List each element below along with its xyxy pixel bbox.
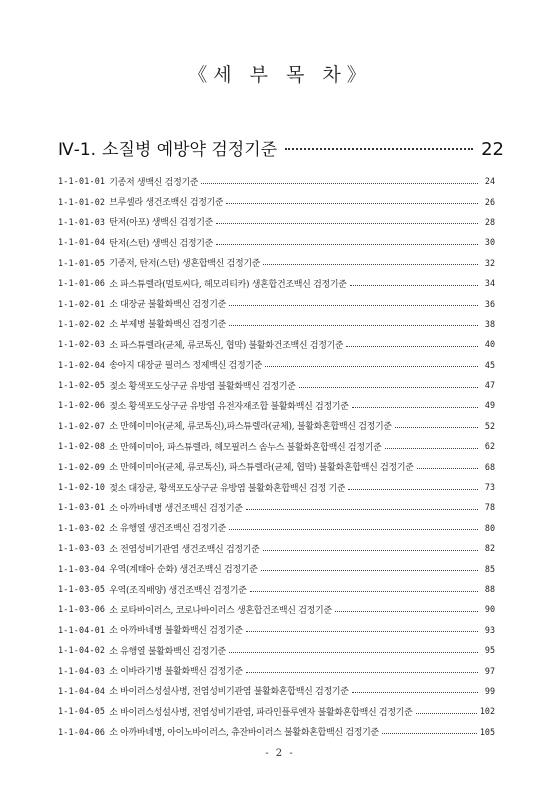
toc-entry-title: 기종저, 탄저(스턴) 생혼합백신 검정기준 — [109, 259, 261, 270]
leader-dots — [261, 570, 478, 571]
toc-entry-title: 소 유행열 불활화백신 검정기준 — [109, 646, 226, 657]
toc-entry-page: 82 — [484, 543, 495, 554]
toc-entry-page: 24 — [484, 176, 495, 187]
toc-entry-page: 32 — [484, 257, 495, 268]
toc-entry-code: 1-1-03-05 — [58, 584, 106, 594]
toc-entry-page: 49 — [484, 400, 495, 411]
toc-entry-page: 93 — [484, 624, 495, 635]
toc-entry-title: 소 파스튜렐라(균체, 류코톡신, 협막) 불활화건조백신 검정기준 — [109, 340, 344, 351]
toc-entry-title: 젖소 대장균, 황색포도상구균 유방염 불활화혼합백신 검정 기준 — [109, 483, 346, 494]
leader-dots — [382, 733, 477, 734]
toc-entry-page: 80 — [484, 522, 495, 533]
toc-entry-code: 1-1-02-06 — [58, 400, 106, 411]
toc-entry-code: 1-1-04-02 — [58, 645, 106, 656]
toc-entry-code: 1-1-02-08 — [58, 441, 106, 452]
toc-entry-code: 1-1-01-06 — [58, 278, 106, 289]
toc-entry-code: 1-1-01-03 — [58, 216, 106, 227]
toc-entry-page: 45 — [484, 359, 495, 370]
leader-dots — [201, 183, 478, 184]
toc-entry[interactable] — [58, 334, 495, 354]
leader-dots — [263, 264, 478, 265]
toc-entry-code: 1-1-02-05 — [58, 380, 106, 391]
leader-dots — [246, 672, 478, 673]
toc-entry-title: 소 전염성비기관염 생건조백신 검정기준 — [109, 544, 260, 555]
toc-entry[interactable] — [58, 518, 495, 538]
toc-entry-code: 1-1-02-10 — [58, 482, 106, 493]
leader-dots — [246, 509, 478, 510]
toc-entry[interactable] — [58, 660, 495, 680]
toc-entry[interactable] — [58, 395, 495, 415]
toc-entry[interactable] — [58, 355, 495, 375]
toc-entry-title: 송아지 대장균 필러스 정제백신 검정기준 — [109, 361, 263, 372]
leader-dots — [265, 366, 478, 367]
toc-entry-code: 1-1-04-04 — [58, 685, 106, 696]
toc-entry-code: 1-1-03-04 — [58, 563, 106, 574]
toc-entry[interactable] — [58, 701, 495, 721]
leader-dots — [385, 448, 479, 449]
leader-dots — [395, 427, 478, 428]
toc-entry-title: 소 아까바네병 생건조백신 검정기준 — [109, 503, 243, 514]
toc-entry[interactable] — [58, 232, 495, 252]
leader-dots — [352, 692, 478, 693]
leader-dots — [335, 611, 478, 612]
toc-entry-page: 52 — [484, 420, 495, 431]
toc-entry-title: 우역(계태아 순화) 생건조백신 검정기준 — [109, 565, 258, 576]
leader-dots — [263, 550, 478, 551]
page-number: - 2 - — [265, 748, 295, 759]
toc-entry[interactable] — [58, 722, 495, 742]
toc-entry[interactable] — [58, 191, 495, 211]
section-title: 소질병 예방약 검정기준 — [102, 140, 278, 160]
toc-entry[interactable] — [58, 212, 495, 232]
toc-entry-code: 1-1-01-01 — [58, 176, 106, 187]
toc-entry[interactable] — [58, 293, 495, 313]
toc-entry-title: 탄저(아포) 생백신 검정기준 — [109, 218, 214, 229]
toc-entry-code: 1-1-02-04 — [58, 359, 106, 370]
toc-entry-page: 40 — [484, 339, 495, 350]
toc-entry-code: 1-1-01-02 — [58, 196, 106, 207]
toc-entry-page: 30 — [484, 237, 495, 248]
leader-dots — [216, 244, 478, 245]
leader-dots — [346, 346, 478, 347]
toc-entry-page: 36 — [484, 298, 495, 309]
toc-entry-page: 97 — [484, 665, 495, 676]
section-heading[interactable] — [58, 135, 504, 160]
toc-entry-code: 1-1-03-03 — [58, 543, 106, 554]
toc-entry-code: 1-1-04-06 — [58, 726, 106, 737]
toc-entry-page: 47 — [484, 380, 495, 391]
leader-dots — [229, 325, 478, 326]
toc-entry[interactable] — [58, 436, 495, 456]
toc-entry-title: 탄저(스턴) 생백신 검정기준 — [109, 238, 214, 249]
leader-dots — [246, 631, 478, 632]
toc-entry-title: 소 부제병 불활화백신 검정기준 — [109, 320, 226, 331]
toc-entry-code: 1-1-03-01 — [58, 502, 106, 513]
toc-entry-page: 26 — [484, 196, 495, 207]
toc-entry-title: 우역(조직배양) 생건조백신 검정기준 — [109, 585, 247, 596]
leader-dots — [229, 652, 478, 653]
toc-entry-code: 1-1-03-02 — [58, 522, 106, 533]
toc-entry-page: 73 — [484, 482, 495, 493]
toc-entry[interactable] — [58, 416, 495, 436]
toc-entry-code: 1-1-01-04 — [58, 237, 106, 248]
toc-list — [58, 171, 495, 742]
toc-entry-code: 1-1-03-06 — [58, 604, 106, 615]
toc-entry-code: 1-1-02-07 — [58, 420, 106, 431]
leader-dots — [229, 529, 478, 530]
toc-entry-page: 34 — [484, 278, 495, 289]
toc-entry[interactable] — [58, 477, 495, 497]
leader-dots — [216, 223, 478, 224]
toc-entry-page: 90 — [484, 604, 495, 615]
toc-entry-title: 소 아까바네병, 아이노바이러스, 츄잔바이러스 불활화혼합백신 검정기준 — [109, 728, 379, 739]
leader-dots — [350, 285, 478, 286]
toc-entry-title: 소 아까바네병 불활화백신 검정기준 — [109, 626, 243, 637]
toc-entry-code: 1-1-04-01 — [58, 624, 106, 635]
toc-entry-code: 1-1-02-03 — [58, 339, 106, 350]
toc-entry[interactable] — [58, 558, 495, 578]
toc-entry-page: 102 — [479, 706, 495, 717]
toc-entry-page: 105 — [479, 726, 495, 737]
toc-entry[interactable] — [58, 640, 495, 660]
toc-entry-title: 젖소 황색포도상구균 유방염 불활화백신 검정기준 — [109, 381, 296, 392]
toc-entry[interactable] — [58, 620, 495, 640]
toc-entry[interactable] — [58, 456, 495, 476]
toc-entry-title: 소 파스튜렐라(멀토씨다, 헤모리티카) 생혼합건조백신 검정기준 — [109, 279, 347, 290]
leader-dots — [417, 468, 478, 469]
toc-entry-title: 브루셀라 생건조백신 검정기준 — [109, 198, 224, 209]
toc-entry[interactable] — [58, 253, 495, 273]
leader-dots — [250, 591, 478, 592]
toc-entry-page: 99 — [484, 685, 495, 696]
toc-entry-page: 38 — [484, 318, 495, 329]
toc-entry[interactable] — [58, 314, 495, 334]
toc-entry[interactable] — [58, 273, 495, 293]
toc-entry[interactable] — [58, 681, 495, 701]
toc-entry-title: 소 만헤이미아(균체, 류코톡신),파스튜렐라(균체), 불활화혼합백신 검정기준 — [109, 422, 392, 433]
toc-entry-page: 78 — [484, 502, 495, 513]
toc-entry-page: 28 — [484, 216, 495, 227]
leader-dots — [285, 148, 473, 150]
toc-entry-title: 소 바이러스성설사병, 전염성비기관염 불활화혼합백신 검정기준 — [109, 687, 349, 698]
toc-entry[interactable] — [58, 171, 495, 191]
section-page-number: 22 — [481, 139, 504, 160]
toc-entry-title: 젖소 황색포도상구균 유방염 유전자재조합 불활화백신 검정기준 — [109, 401, 349, 412]
toc-entry-code: 1-1-02-02 — [58, 318, 106, 329]
toc-entry-page: 95 — [484, 645, 495, 656]
toc-entry[interactable] — [58, 538, 495, 558]
toc-entry[interactable] — [58, 375, 495, 395]
toc-entry-title: 소 로타바이러스, 코로나바이러스 생혼합건조백신 검정기준 — [109, 605, 332, 616]
toc-entry-code: 1-1-01-05 — [58, 257, 106, 268]
leader-dots — [229, 305, 478, 306]
toc-entry-title: 소 만헤이미아, 파스튜렐라, 헤모필러스 솜누스 불활화혼합백신 검정기준 — [109, 442, 382, 453]
leader-dots — [299, 387, 478, 388]
toc-entry-title: 소 유행열 생건조백신 검정기준 — [109, 524, 226, 535]
page-title: 《세 부 목 차》 — [188, 64, 372, 86]
toc-entry-page: 62 — [484, 441, 495, 452]
toc-entry-page: 85 — [484, 563, 495, 574]
toc-entry-page: 68 — [484, 461, 495, 472]
toc-entry[interactable] — [58, 497, 495, 517]
toc-entry-code: 1-1-02-09 — [58, 461, 106, 472]
toc-entry-code: 1-1-04-03 — [58, 665, 106, 676]
leader-dots — [226, 203, 478, 204]
leader-dots — [352, 407, 478, 408]
toc-entry-title: 소 바이러스성설사병, 전염성비기관염, 파라인플루엔자 불활화혼합백신 검정기준 — [109, 707, 413, 718]
toc-entry-title: 소 만헤이미아(균체, 류코톡신), 파스튜렐라(균체, 협막) 불활화혼합백신 검정기준 — [109, 463, 414, 474]
section-number: Ⅳ-1. — [58, 140, 97, 160]
leader-dots — [348, 489, 478, 490]
toc-entry[interactable] — [58, 599, 495, 619]
toc-entry-title: 소 이바라기병 불활화백신 검정기준 — [109, 667, 243, 678]
toc-entry-title: 소 대장균 불활화백신 검정기준 — [109, 300, 226, 311]
toc-entry[interactable] — [58, 579, 495, 599]
toc-entry-title: 기종저 생백신 검정기준 — [109, 177, 199, 188]
leader-dots — [416, 713, 477, 714]
toc-entry-page: 88 — [484, 584, 495, 594]
toc-entry-code: 1-1-04-05 — [58, 706, 106, 717]
toc-entry-code: 1-1-02-01 — [58, 298, 106, 309]
